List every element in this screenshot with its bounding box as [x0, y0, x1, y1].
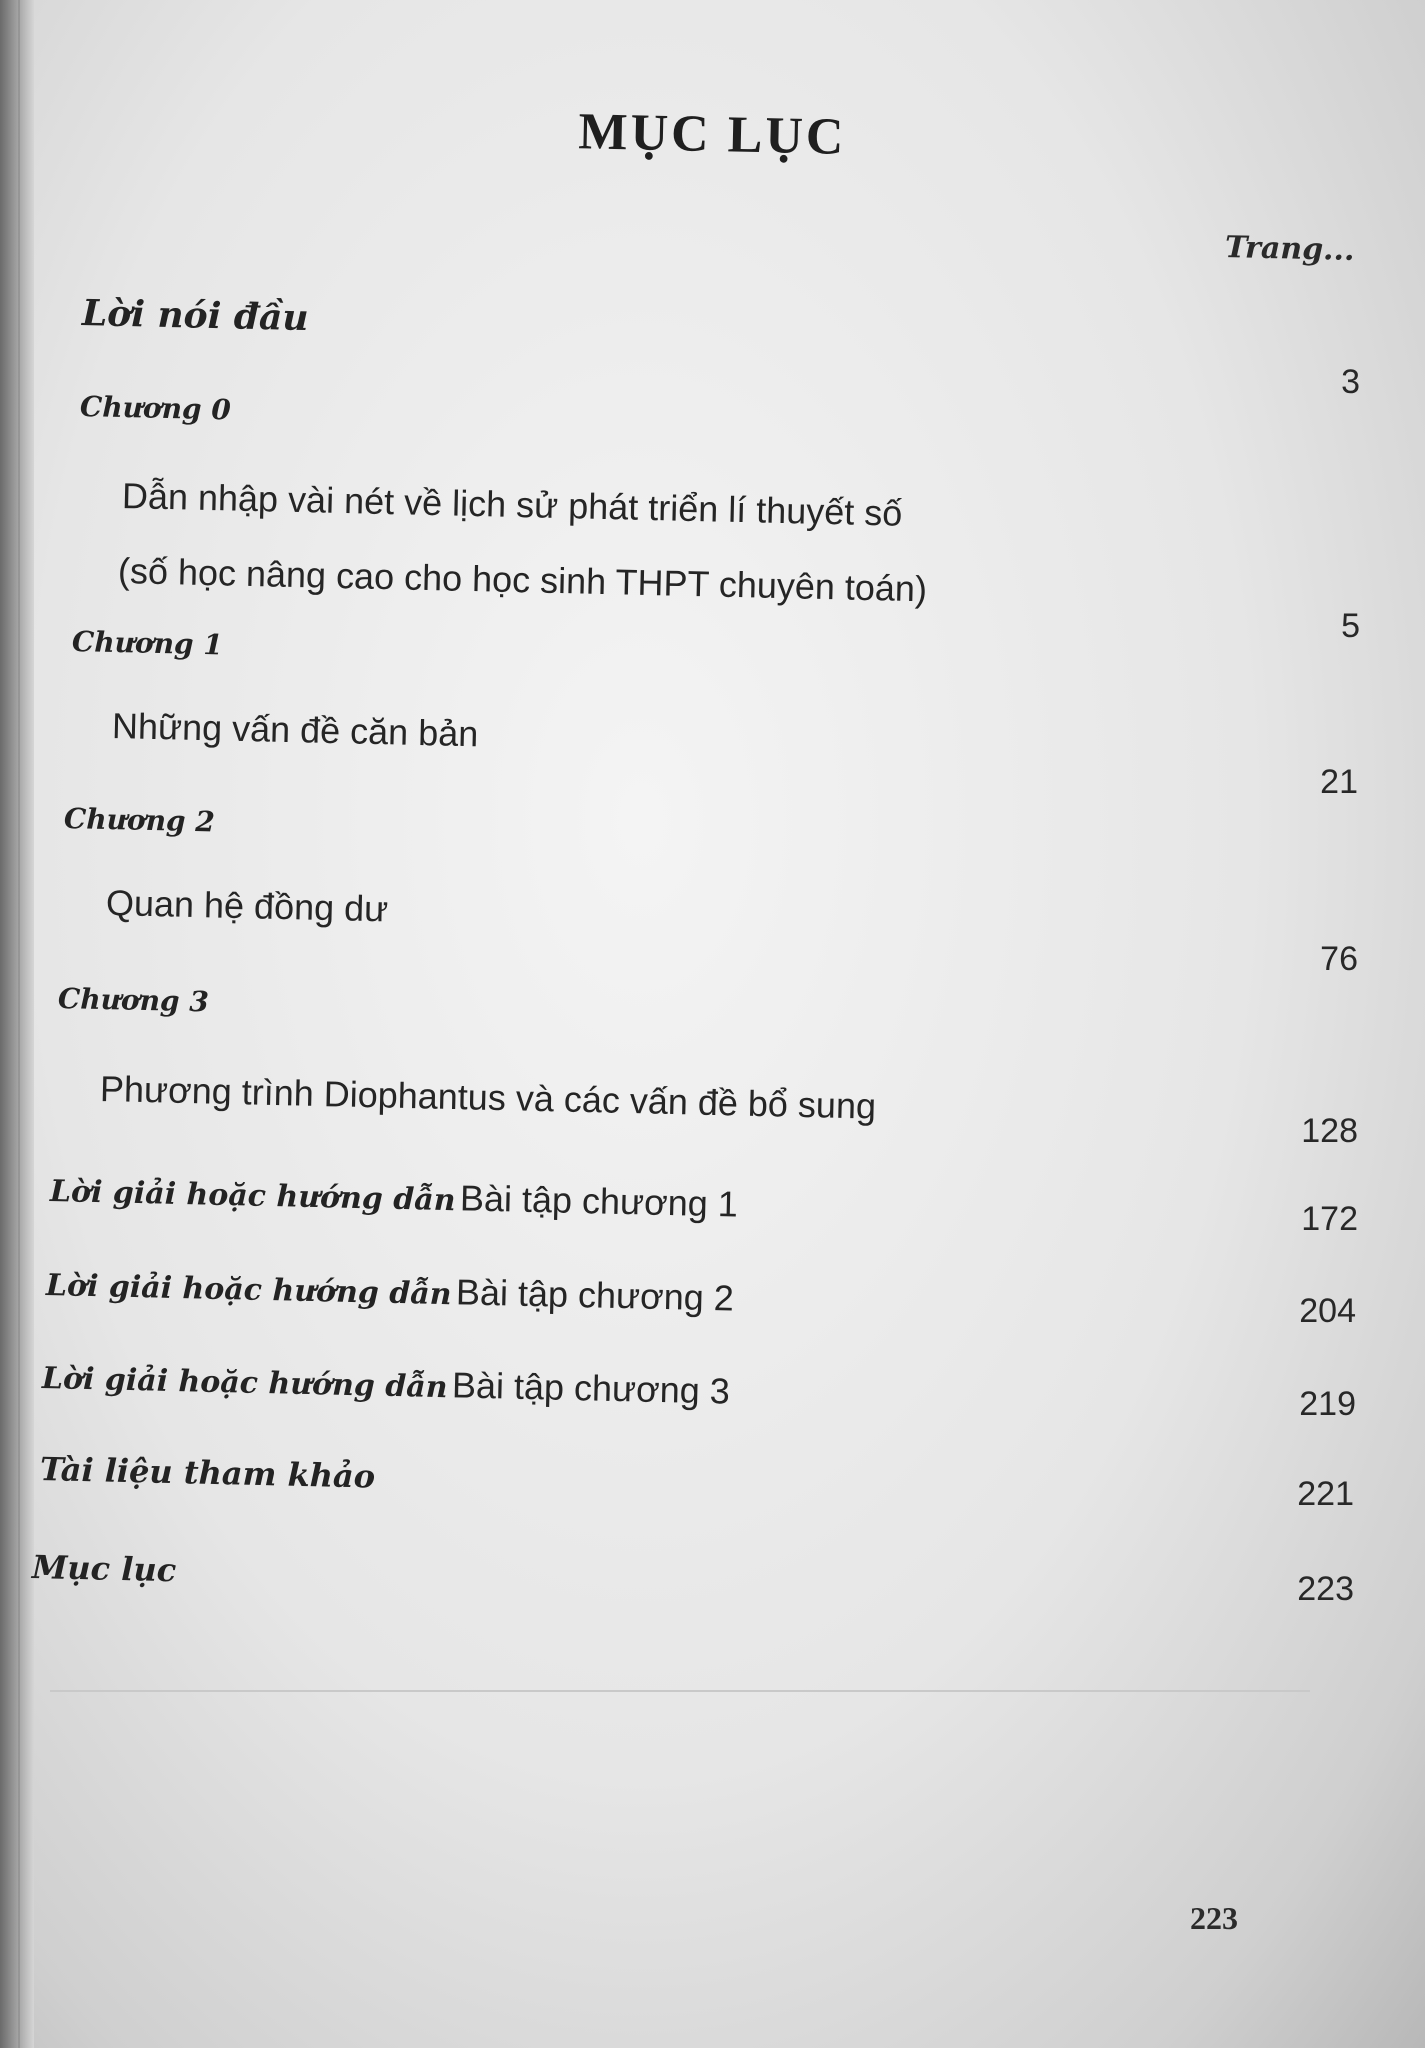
toc-preface-label: Lời nói đầu: [81, 292, 310, 340]
bleed-through-rule: [50, 1690, 1310, 1692]
toc-references-page: 221: [1297, 1475, 1354, 1513]
toc-solutions3-entry: [42, 1355, 731, 1413]
toc-chapter0-title-line1: Dẫn nhập vài nét về lịch sử phát triển lí thuyết số: [121, 475, 903, 534]
toc-chapter3-page: 128: [1301, 1112, 1358, 1150]
toc-chapter2-label: Chương 2: [63, 802, 216, 839]
footer-page-number: 223: [1190, 1900, 1238, 1936]
binding-line: [18, 0, 20, 2048]
toc-chapter0-page: 5: [1341, 607, 1360, 645]
toc-solutions3-label: Lời giải hoặc hướng dẫn: [41, 1361, 448, 1406]
toc-solutions1-title: Bài tập chương 1: [459, 1177, 739, 1225]
toc-chapter0-title-line2: (số học nâng cao cho học sinh THPT chuyên toán): [117, 550, 928, 610]
toc-contents-page: 223: [1297, 1570, 1354, 1608]
toc-chapter2-title: Quan hệ đồng dư: [105, 882, 389, 930]
toc-chapter1-label: Chương 1: [71, 625, 224, 662]
toc-solutions2-entry: [46, 1262, 735, 1320]
toc-chapter1-title: Những vấn đề căn bản: [111, 705, 479, 755]
page-left-edge-shadow: [0, 0, 34, 2048]
toc-solutions2-label: Lời giải hoặc hướng dẫn: [45, 1268, 452, 1313]
toc-references-label: Tài liệu tham khảo: [39, 1450, 376, 1496]
toc-chapter1-page: 21: [1320, 763, 1358, 801]
toc-solutions1-page: 172: [1301, 1200, 1358, 1238]
toc-contents-label: Mục lục: [31, 1548, 177, 1590]
toc-solutions3-page: 219: [1299, 1385, 1356, 1423]
toc-chapter3-label: Chương 3: [57, 982, 210, 1019]
toc-chapter0-label: Chương 0: [79, 390, 232, 427]
toc-chapter2-page: 76: [1320, 940, 1358, 978]
toc-solutions2-title: Bài tập chương 2: [455, 1271, 735, 1319]
toc-solutions1-entry: [50, 1168, 739, 1226]
page-title: MỤC LỤC: [577, 103, 848, 166]
toc-solutions2-page: 204: [1299, 1292, 1356, 1330]
page-column-header: Trang...: [1224, 230, 1355, 268]
toc-chapter3-title: Phương trình Diophantus và các vấn đề bổ sung: [99, 1068, 877, 1127]
toc-solutions1-label: Lời giải hoặc hướng dẫn: [49, 1174, 456, 1219]
toc-preface-page: 3: [1341, 363, 1360, 401]
toc-solutions3-title: Bài tập chương 3: [451, 1364, 731, 1412]
